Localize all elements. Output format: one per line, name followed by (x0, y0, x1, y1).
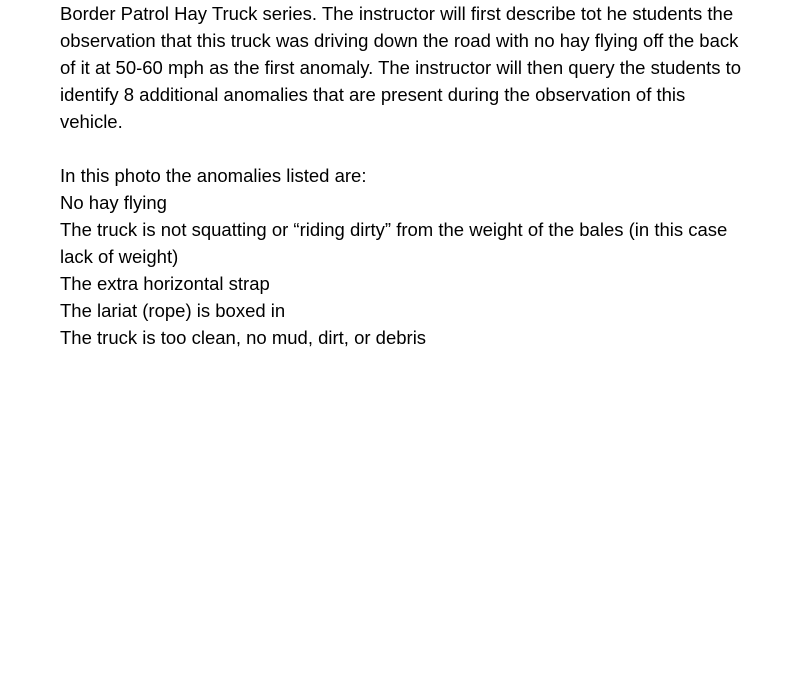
intro-paragraph: Border Patrol Hay Truck series. The instructor will first describe tot he students the observation that this truck was driving down the road with no hay flying off the back of it at 50-60 mph as the first anomaly. The instructor will then query the students to identify 8 additional anomalies that are present during the observation of this vehicle. (60, 3, 742, 132)
anomaly-item: No hay flying (60, 192, 167, 213)
paragraph-spacer (60, 135, 750, 162)
anomaly-list (60, 189, 750, 351)
anomaly-item: The truck is not squatting or “riding dirty” from the weight of the bales (in this case lack of weight) (60, 219, 728, 267)
document-page (60, 0, 750, 351)
anomaly-item: The extra horizontal strap (60, 273, 270, 294)
anomaly-item: The lariat (rope) is boxed in (60, 300, 286, 321)
anomalies-heading: In this photo the anomalies listed are: (60, 165, 367, 186)
anomaly-item: The truck is too clean, no mud, dirt, or debris (60, 327, 427, 348)
